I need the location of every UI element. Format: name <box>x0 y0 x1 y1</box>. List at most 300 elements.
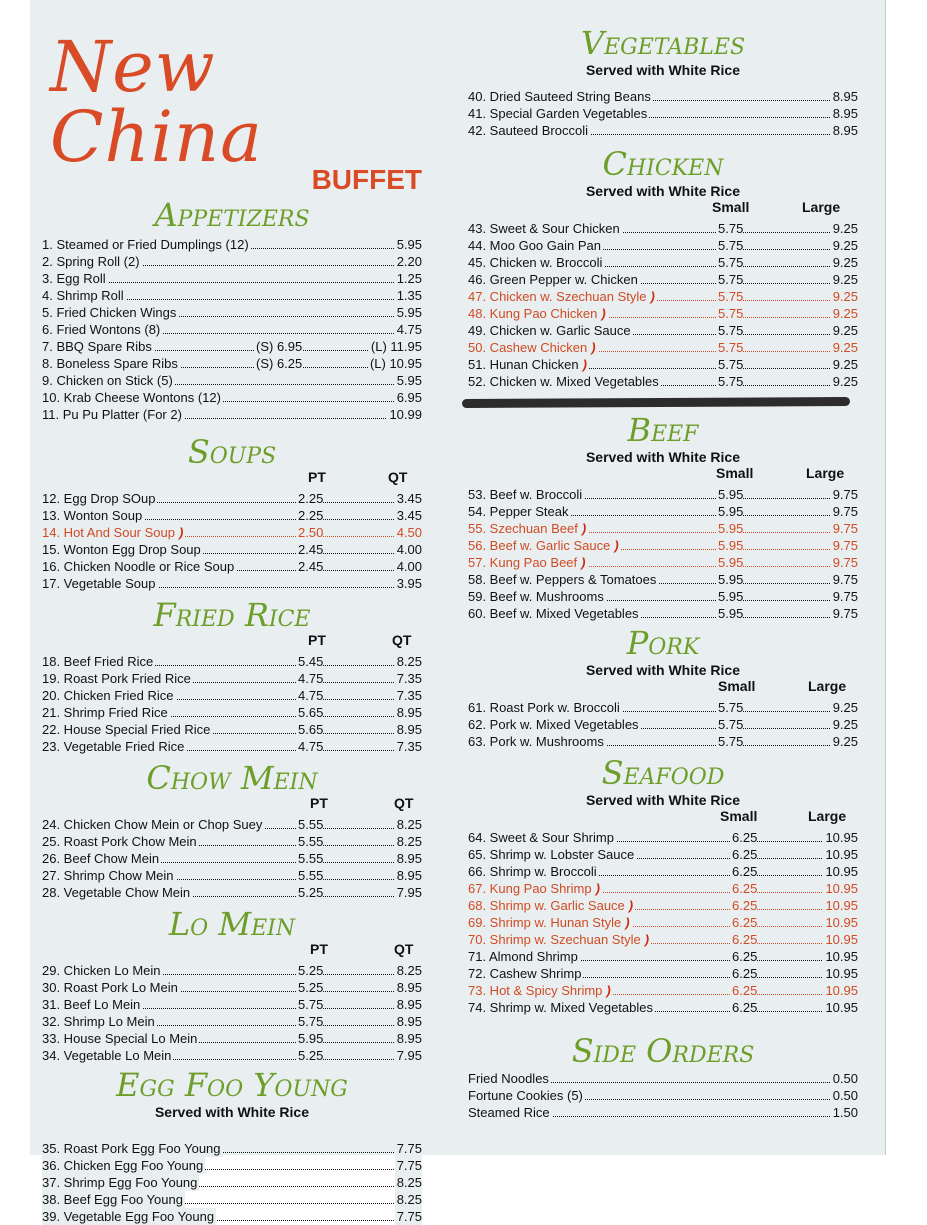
menu-item-name-text: 46. Green Pepper w. Chicken <box>468 272 638 287</box>
menu-item-price: 9.25 <box>832 255 858 270</box>
menu-item-price: 10.95 <box>825 966 858 981</box>
chow-mein-list <box>42 816 422 901</box>
menu-item <box>468 271 858 288</box>
menu-item-name-text: 59. Beef w. Mushrooms <box>468 589 604 604</box>
menu-item-name-text: 58. Beef w. Peppers & Tomatoes <box>468 572 657 587</box>
menu-item <box>42 338 422 355</box>
menu-item-name-text: 31. Beef Lo Mein <box>42 997 141 1012</box>
menu-item <box>468 356 858 373</box>
chow-mein-headers <box>42 795 422 812</box>
lo-mein-header-qt: QT <box>394 941 414 957</box>
menu-item-name <box>468 254 604 271</box>
menu-item <box>468 237 858 254</box>
menu-item-name-text: 11. Pu Pu Platter (For 2) <box>42 407 182 422</box>
menu-item-price: 8.95 <box>396 1014 422 1029</box>
menu-item-name <box>468 897 635 914</box>
menu-item-price: (L) 11.95 <box>370 339 422 354</box>
menu-item-price: 10.95 <box>825 949 858 964</box>
chicken-list <box>468 220 858 390</box>
menu-item-name <box>468 271 640 288</box>
menu-item-name-text: 6. Fried Wontons (8) <box>42 322 161 337</box>
menu-item <box>42 1140 422 1157</box>
menu-item-name-text: 34. Vegetable Lo Mein <box>42 1048 172 1063</box>
menu-item-price: 6.25 <box>732 966 758 981</box>
menu-item <box>468 520 858 537</box>
chili-pepper-icon: ) <box>625 915 630 930</box>
menu-item-price: 6.25 <box>732 1000 758 1015</box>
menu-item-price: 5.75 <box>718 306 744 321</box>
menu-item-name <box>42 850 161 867</box>
menu-item-name-text: 25. Roast Pork Chow Mein <box>42 834 197 849</box>
menu-item <box>468 288 858 305</box>
menu-item-price: 5.75 <box>298 997 324 1012</box>
menu-item-price: 9.75 <box>832 589 858 604</box>
menu-item-name-text: 37. Shrimp Egg Foo Young <box>42 1175 198 1190</box>
egg-foo-young-served: Served with White Rice <box>154 1104 310 1120</box>
menu-item-name-text: Fried Noodles <box>468 1071 549 1086</box>
beef-list <box>468 486 858 622</box>
menu-item <box>468 305 858 322</box>
chili-pepper-icon: ) <box>591 340 596 355</box>
menu-item-name <box>468 486 584 503</box>
menu-item <box>42 962 422 979</box>
menu-item <box>468 571 858 588</box>
menu-item-name <box>468 982 613 999</box>
menu-item-price: 5.95 <box>298 1031 324 1046</box>
menu-item-price: 4.50 <box>396 525 422 540</box>
menu-item-name <box>42 558 236 575</box>
menu-item-name <box>42 355 180 372</box>
menu-item-price: 5.95 <box>396 305 422 320</box>
menu-item-name-text: 40. Dried Sauteed String Beans <box>468 89 651 104</box>
menu-item-price: 1.50 <box>832 1105 858 1120</box>
menu-item-price: 6.25 <box>732 864 758 879</box>
menu-item-price: 8.95 <box>832 89 858 104</box>
menu-item-name-text: 13. Wonton Soup <box>42 508 143 523</box>
menu-item-name <box>42 884 192 901</box>
menu-item <box>42 1157 422 1174</box>
menu-item-price: 6.25 <box>732 881 758 896</box>
menu-item-name-text: 19. Roast Pork Fried Rice <box>42 671 191 686</box>
menu-item-name <box>42 321 162 338</box>
menu-item-price: 5.75 <box>298 1014 324 1029</box>
menu-item-name-text: 73. Hot & Spicy Shrimp <box>468 983 603 998</box>
menu-item-price: 9.25 <box>832 323 858 338</box>
menu-item-name-text: 60. Beef w. Mixed Vegetables <box>468 606 639 621</box>
seafood-list <box>468 829 858 1016</box>
menu-item-name-text: 10. Krab Cheese Wontons (12) <box>42 390 221 405</box>
menu-item-name-text: 55. Szechuan Beef <box>468 521 578 536</box>
menu-item <box>468 965 858 982</box>
menu-item-name-text: 74. Shrimp w. Mixed Vegetables <box>468 1000 653 1015</box>
menu-item <box>42 253 422 270</box>
menu-item <box>42 507 422 524</box>
menu-item <box>42 541 422 558</box>
soups-headers <box>42 469 422 486</box>
menu-item-name <box>468 520 588 537</box>
fried-rice-list <box>42 653 422 755</box>
menu-item-price: 4.00 <box>396 542 422 557</box>
menu-item-price: 8.95 <box>396 1031 422 1046</box>
beef-header-small: Small <box>716 465 754 481</box>
pork-header-small: Small <box>718 678 756 694</box>
menu-item <box>468 931 858 948</box>
menu-item-name <box>42 1157 205 1174</box>
menu-item-price: 5.25 <box>298 885 324 900</box>
menu-item-price: 5.25 <box>298 963 324 978</box>
seafood-headers <box>468 808 858 825</box>
menu-item-price: 5.75 <box>718 289 744 304</box>
menu-item-name <box>42 287 126 304</box>
menu-item-price: 2.45 <box>298 542 324 557</box>
menu-item-name <box>42 338 154 355</box>
menu-item <box>42 524 422 541</box>
left-column <box>42 20 422 1225</box>
menu-item-name <box>42 1208 216 1225</box>
menu-item-price: 7.75 <box>396 1158 422 1173</box>
chili-pepper-icon: ) <box>628 898 634 913</box>
menu-item-name-text: 71. Almond Shrimp <box>468 949 578 964</box>
menu-item-price: 6.25 <box>732 949 758 964</box>
menu-item-price: 8.95 <box>396 722 422 737</box>
menu-item-price: 5.75 <box>718 221 744 236</box>
menu-item-name-text: 22. House Special Fried Rice <box>42 722 211 737</box>
menu-item <box>468 373 858 390</box>
menu-item-price: 10.95 <box>825 881 858 896</box>
menu-item-name <box>468 571 658 588</box>
menu-item-price: 9.25 <box>832 272 858 287</box>
menu-item <box>42 833 422 850</box>
chili-pepper-icon: ) <box>606 983 611 998</box>
menu-item <box>42 687 422 704</box>
chili-pepper-icon: ) <box>601 306 606 321</box>
menu-item-price: 5.75 <box>718 272 744 287</box>
menu-item-price: 5.95 <box>396 237 422 252</box>
right-column <box>468 20 858 1121</box>
menu-item-name-text: 3. Egg Roll <box>42 271 106 286</box>
chili-pepper-icon: ) <box>595 881 600 896</box>
menu-item-price: 3.45 <box>396 508 422 523</box>
menu-item-name-text: 8. Boneless Spare Ribs <box>42 356 178 371</box>
menu-item-name <box>468 122 590 139</box>
menu-item-name-text: 68. Shrimp w. Garlic Sauce <box>468 898 625 913</box>
menu-item-name-text: 1. Steamed or Fried Dumplings (12) <box>42 237 249 252</box>
menu-item-price: 6.25 <box>732 830 758 845</box>
menu-item-price: 9.25 <box>832 306 858 321</box>
seafood-header-large: Large <box>808 808 847 824</box>
section-title-pork: Pork <box>626 624 700 662</box>
menu-item-price: 7.35 <box>396 688 422 703</box>
menu-item-price: 9.75 <box>832 538 858 553</box>
menu-item-price: 5.75 <box>718 717 744 732</box>
vegetables-list <box>468 88 858 139</box>
menu-item-name-text: 63. Pork w. Mushrooms <box>468 734 604 749</box>
section-title-fried-rice: Fried Rice <box>153 596 311 634</box>
menu-item-price: 5.95 <box>718 589 744 604</box>
fried-rice-header-qt: QT <box>392 632 412 648</box>
lo-mein-header-pt: PT <box>310 941 328 957</box>
menu-item-price: 0.50 <box>832 1071 858 1086</box>
menu-item-price: 9.25 <box>832 289 858 304</box>
menu-item-price: 6.25 <box>732 898 758 913</box>
menu-item-price: 9.75 <box>832 487 858 502</box>
menu-item-name-text: 32. Shrimp Lo Mein <box>42 1014 155 1029</box>
menu-item <box>468 829 858 846</box>
menu-item <box>42 1208 422 1225</box>
menu-item <box>42 490 422 507</box>
menu-item-price: 7.95 <box>396 885 422 900</box>
chili-pepper-icon: ) <box>581 555 586 570</box>
menu-item-price: 5.95 <box>718 606 744 621</box>
menu-item-name <box>42 304 178 321</box>
pork-header-large: Large <box>808 678 847 694</box>
soups-header-pt: PT <box>308 469 326 485</box>
menu-item-price: 7.75 <box>396 1209 422 1224</box>
menu-item-price: 8.25 <box>396 817 422 832</box>
section-title-side-orders: Side Orders <box>571 1032 755 1070</box>
menu-item-name-text: 56. Beef w. Garlic Sauce <box>468 538 611 553</box>
menu-item-price: 8.25 <box>396 1175 422 1190</box>
menu-item-name-text: 62. Pork w. Mixed Vegetables <box>468 717 639 732</box>
chow-mein-header-pt: PT <box>310 795 328 811</box>
menu-item-name <box>42 1174 199 1191</box>
section-title-lo-mein: Lo Mein <box>168 905 296 943</box>
menu-item-name-text: 53. Beef w. Broccoli <box>468 487 583 502</box>
menu-item <box>42 321 422 338</box>
menu-item-price: 5.75 <box>718 357 744 372</box>
menu-item-name <box>42 490 157 507</box>
menu-item-price: 3.95 <box>396 576 422 591</box>
menu-item-name-text: 51. Hunan Chicken <box>468 357 579 372</box>
menu-item <box>42 406 422 423</box>
menu-item-name <box>42 996 142 1013</box>
menu-item-price: 2.50 <box>298 525 324 540</box>
chow-mein-header-qt: QT <box>394 795 414 811</box>
egg-foo-young-list <box>42 1140 422 1225</box>
menu-item-name-text: 18. Beef Fried Rice <box>42 654 154 669</box>
menu-item-name <box>468 220 622 237</box>
lo-mein-headers <box>42 941 422 958</box>
menu-item-name <box>468 288 657 305</box>
menu-item-name-text: 70. Shrimp w. Szechuan Style <box>468 932 641 947</box>
section-title-egg-foo-young: Egg Foo Young <box>116 1066 348 1104</box>
menu-item-price: 8.95 <box>396 851 422 866</box>
chicken-header-small: Small <box>712 199 750 215</box>
menu-item-price: 9.75 <box>832 504 858 519</box>
menu-item-price: (S) 6.95 <box>256 339 303 354</box>
section-title-beef: Beef <box>627 411 699 449</box>
chili-pepper-icon: ) <box>581 521 587 536</box>
menu-item-name-text: 42. Sauteed Broccoli <box>468 123 588 138</box>
menu-item-name <box>42 653 155 670</box>
menu-item-name <box>42 867 176 884</box>
menu-item-name-text: 26. Beef Chow Mein <box>42 851 160 866</box>
section-title-chicken: Chicken <box>602 145 724 183</box>
menu-item-price: 8.25 <box>396 834 422 849</box>
menu-item-name <box>468 237 603 254</box>
menu-item-price: 5.75 <box>718 323 744 338</box>
menu-item-name-text: 47. Chicken w. Szechuan Style <box>468 289 647 304</box>
menu-item-price: 9.75 <box>832 572 858 587</box>
menu-item <box>468 948 858 965</box>
menu-item <box>42 1030 422 1047</box>
menu-item-name-text: 44. Moo Goo Gain Pan <box>468 238 601 253</box>
seafood-served: Served with White Rice <box>585 792 741 808</box>
menu-item <box>42 558 422 575</box>
menu-item-name-text: 2. Spring Roll (2) <box>42 254 140 269</box>
menu-item-price: 4.75 <box>298 688 324 703</box>
menu-item-name <box>42 253 142 270</box>
restaurant-subtitle: BUFFET <box>311 164 422 195</box>
menu-item <box>42 867 422 884</box>
menu-item-price: 8.95 <box>396 705 422 720</box>
menu-item-name <box>42 507 144 524</box>
menu-item-name-text: 27. Shrimp Chow Mein <box>42 868 174 883</box>
menu-item-price: (S) 6.25 <box>256 356 303 371</box>
menu-item-name-text: 30. Roast Pork Lo Mein <box>42 980 178 995</box>
menu-item-price: 8.95 <box>832 106 858 121</box>
appetizers-list <box>42 236 422 423</box>
menu-item-name-text: 52. Chicken w. Mixed Vegetables <box>468 374 659 389</box>
menu-item-name-text: 33. House Special Lo Mein <box>42 1031 198 1046</box>
menu-item-price: 2.20 <box>396 254 422 269</box>
menu-item-name <box>42 1047 173 1064</box>
menu-item-price: 5.95 <box>718 538 744 553</box>
menu-item-price: 0.50 <box>832 1088 858 1103</box>
menu-item-price: 1.25 <box>396 271 422 286</box>
menu-item-price: 3.45 <box>396 491 422 506</box>
menu-item-name-text: 28. Vegetable Chow Mein <box>42 885 191 900</box>
menu-item <box>468 897 858 914</box>
menu-item <box>42 979 422 996</box>
menu-item <box>42 389 422 406</box>
menu-item <box>468 863 858 880</box>
chili-pepper-icon: ) <box>178 525 184 540</box>
menu-item <box>42 884 422 901</box>
menu-item-price: 5.55 <box>298 834 324 849</box>
menu-item-price: (L) 10.95 <box>369 356 422 371</box>
menu-item-name <box>468 605 641 622</box>
chili-pepper-icon: ) <box>650 289 655 304</box>
menu-item-price: 5.75 <box>718 700 744 715</box>
menu-item-name <box>42 541 203 558</box>
menu-item <box>468 982 858 999</box>
menu-item <box>42 996 422 1013</box>
menu-item-price: 8.95 <box>396 868 422 883</box>
menu-item-price: 5.95 <box>718 487 744 502</box>
menu-item-name-text: 67. Kung Pao Shrimp <box>468 881 592 896</box>
menu-item-price: 4.75 <box>298 671 324 686</box>
menu-item-price: 8.25 <box>396 654 422 669</box>
menu-item-name <box>42 372 175 389</box>
chicken-served: Served with White Rice <box>585 183 741 199</box>
menu-item-name <box>468 829 616 846</box>
menu-item-name-text: 64. Sweet & Sour Shrimp <box>468 830 614 845</box>
menu-item-price: 9.75 <box>832 555 858 570</box>
menu-item <box>42 1174 422 1191</box>
menu-item-price: 10.95 <box>825 915 858 930</box>
menu-item <box>468 88 858 105</box>
menu-item-price: 4.00 <box>396 559 422 574</box>
menu-item <box>42 1013 422 1030</box>
menu-item-name-text: 61. Roast Pork w. Broccoli <box>468 700 620 715</box>
menu-item-name-text: 50. Cashew Chicken <box>468 340 588 355</box>
menu-item <box>468 588 858 605</box>
menu-item-name <box>468 88 653 105</box>
menu-item-price: 9.25 <box>832 238 858 253</box>
menu-item-price: 6.25 <box>732 932 758 947</box>
menu-item-price: 2.45 <box>298 559 324 574</box>
menu-item-price: 4.75 <box>298 739 324 754</box>
menu-item <box>42 670 422 687</box>
menu-item-price: 9.25 <box>832 357 858 372</box>
menu-item-name <box>42 389 223 406</box>
menu-item-name <box>468 846 636 863</box>
menu-item-name-text: 29. Chicken Lo Mein <box>42 963 161 978</box>
menu-item-price: 7.35 <box>396 739 422 754</box>
chicken-headers <box>468 199 858 216</box>
menu-item-name <box>468 554 588 571</box>
menu-item <box>42 287 422 304</box>
section-title-vegetables: Vegetables <box>580 24 746 62</box>
menu-item-name-text: 15. Wonton Egg Drop Soup <box>42 542 201 557</box>
menu-item-name-text: 4. Shrimp Roll <box>42 288 124 303</box>
pork-headers <box>468 678 858 695</box>
menu-item-name <box>468 356 589 373</box>
chicken-header-large: Large <box>802 199 841 215</box>
menu-item-name <box>42 524 185 541</box>
menu-item-price: 7.35 <box>396 671 422 686</box>
vegetables-served: Served with White Rice <box>585 62 741 78</box>
menu-item-price: 8.95 <box>396 997 422 1012</box>
menu-item <box>468 605 858 622</box>
menu-item-name-text: 23. Vegetable Fried Rice <box>42 739 185 754</box>
menu-item-name <box>468 339 598 356</box>
menu-item-name-text: 57. Kung Pao Beef <box>468 555 578 570</box>
menu-item-price: 5.95 <box>718 504 744 519</box>
menu-item-name <box>42 962 163 979</box>
menu-item-price: 5.55 <box>298 868 324 883</box>
menu-item-name <box>468 1104 552 1121</box>
menu-item <box>468 254 858 271</box>
menu-item <box>42 1047 422 1064</box>
menu-item-price: 6.25 <box>732 915 758 930</box>
beef-served: Served with White Rice <box>585 449 741 465</box>
menu-item <box>468 554 858 571</box>
menu-item-price: 9.25 <box>832 374 858 389</box>
menu-item-price: 4.75 <box>396 322 422 337</box>
menu-item-name-text: 24. Chicken Chow Mein or Chop Suey <box>42 817 263 832</box>
menu-item <box>468 339 858 356</box>
menu-item-price: 5.25 <box>298 980 324 995</box>
menu-item-name-text: 5. Fried Chicken Wings <box>42 305 177 320</box>
restaurant-name: New China <box>50 26 263 178</box>
menu-item-name <box>42 1140 223 1157</box>
menu-item-name-text: 48. Kung Pao Chicken <box>468 306 598 321</box>
menu-item-name <box>468 863 599 880</box>
menu-item-name-text: 69. Shrimp w. Hunan Style <box>468 915 622 930</box>
menu-item <box>468 880 858 897</box>
menu-item-name-text: 66. Shrimp w. Broccoli <box>468 864 597 879</box>
menu-item <box>468 122 858 139</box>
menu-item <box>468 914 858 931</box>
menu-item <box>468 1070 858 1087</box>
menu-item-name <box>468 588 606 605</box>
menu-item-name <box>468 733 606 750</box>
menu-item-price: 10.95 <box>825 847 858 862</box>
menu-item <box>42 721 422 738</box>
menu-item-price: 10.95 <box>825 932 858 947</box>
